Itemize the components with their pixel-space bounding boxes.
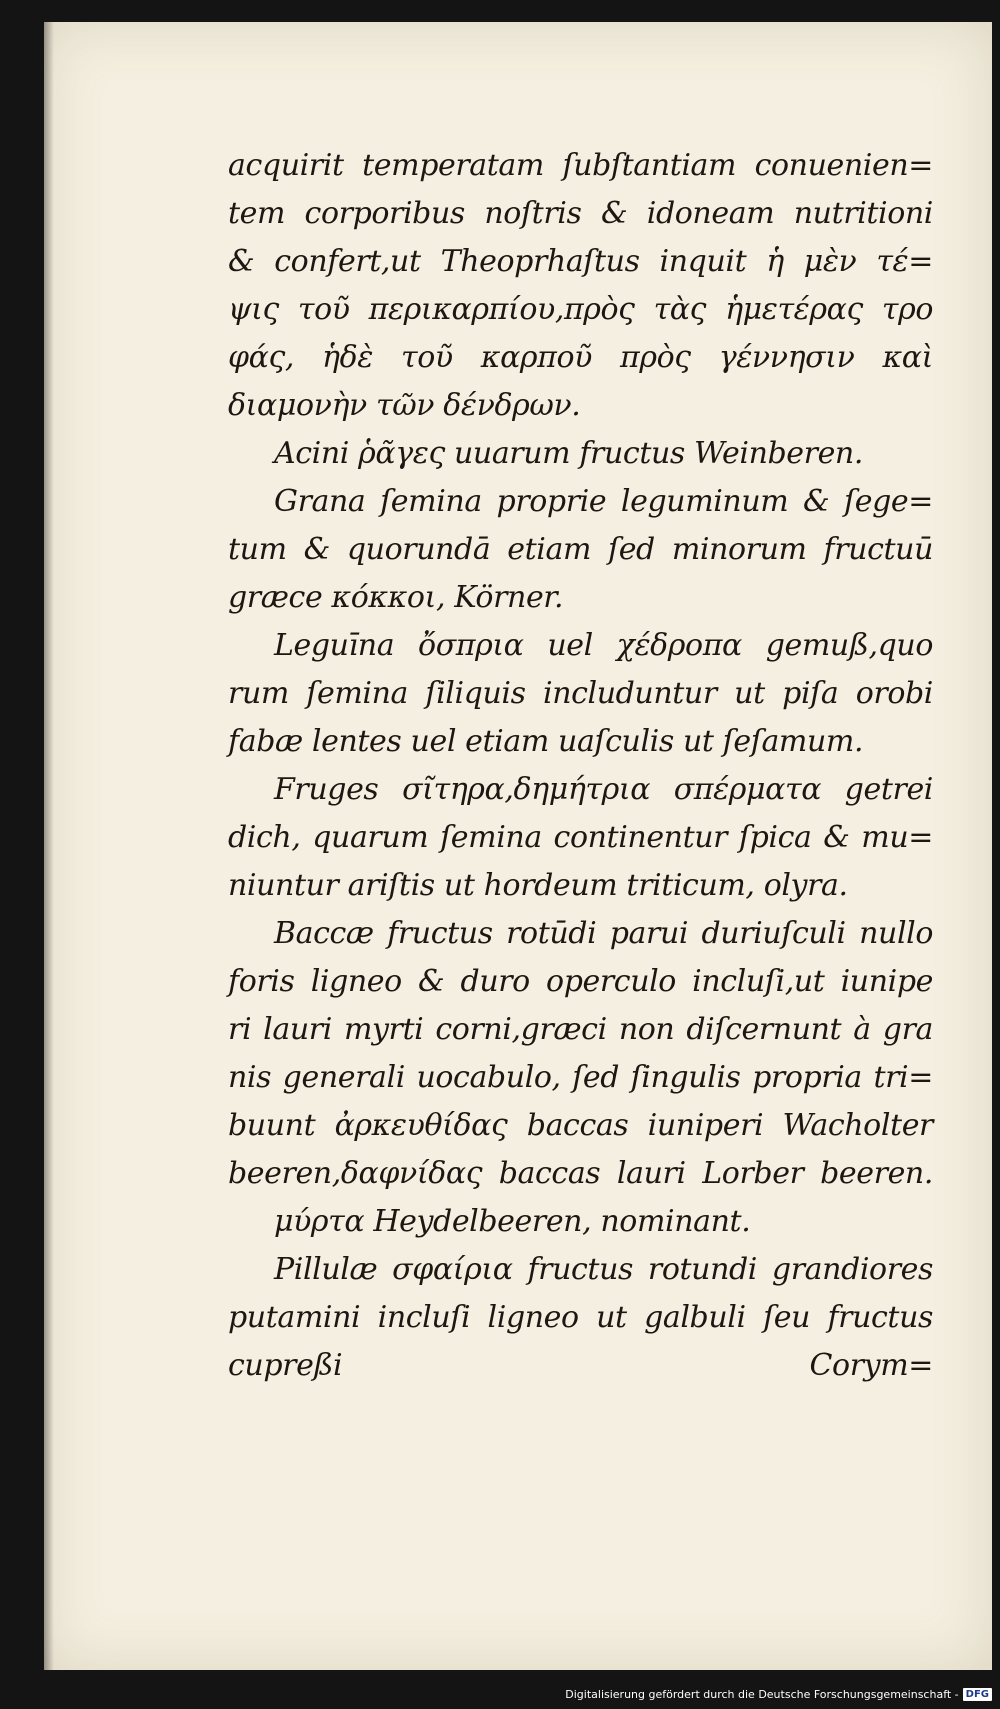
text-line: tum & quorundā etiam ſed minorum fructuū [228,532,933,567]
catchword: Corym= [809,1348,933,1383]
text-line: & confert,ut Theoprhaſtus inquit ἡ μὲν τέ= [228,244,933,279]
text-line: Leguīna ὄσπρια uel χέδροπα gemuß,quo [274,628,933,663]
text-line: cupreßi [228,1348,343,1383]
text-line: Grana ſemina proprie leguminum & ſege= [274,484,933,519]
footer-text: Digitalisierung gefördert durch die Deutsche Forschungsgemeinschaft - [565,1688,959,1701]
last-text-row [228,1342,933,1390]
digitization-footer [565,1688,992,1701]
text-line: foris ligneo & duro operculo incluſi,ut iunipe [228,964,933,999]
book-page [44,22,992,1670]
text-line: putamini incluſi ligneo ut galbuli ſeu fructus [228,1300,933,1335]
text-line: beeren,δαφνίδας baccas lauri Lorber beeren. [228,1156,933,1191]
text-line: Pillulæ σφαίρια fructus rotundi grandiores [274,1252,933,1287]
text-line: buunt ἀρκευθίδας baccas iuniperi Wacholter [228,1108,933,1143]
text-line: φάς, ἡδὲ τοῦ καρποῦ πρὸς γέννησιν καὶ [228,340,933,375]
text-line: niuntur ariſtis ut hordeum triticum, olyra. [228,868,848,903]
text-line: rum ſemina ſiliquis includuntur ut piſa orobi [228,676,933,711]
text-line: dich, quarum ſemina continentur ſpica & mu= [228,820,933,855]
text-line: acquirit temperatam ſubſtantiam conuenien= [228,148,933,183]
text-line: Fruges σῖτηρα,δημήτρια σπέρματα getrei [274,772,933,807]
text-line: ri lauri myrti corni,græci non diſcernunt à gra [228,1012,933,1047]
text-line: tem corporibus noſtris & idoneam nutritioni [228,196,933,231]
text-line: græce κόκκοι, Körner. [228,580,564,615]
page-text [228,142,933,1390]
text-line: μύρτα Heydelbeeren, nominant. [274,1204,751,1239]
text-line: nis generali uocabulo, ſed ſingulis propria tri= [228,1060,933,1095]
dfg-logo-icon: DFG [963,1688,992,1701]
text-line: διαμονὴν τῶν δένδρων. [228,388,581,423]
text-line: Baccæ fructus rotūdi parui duriuſculi nullo [274,916,933,951]
text-line: Acini ῥᾶγες uuarum fructus Weinberen. [274,436,863,471]
text-line: fabæ lentes uel etiam uaſculis ut ſeſamum. [228,724,864,759]
text-line: ψις τοῦ περικαρπίου,πρὸς τὰς ἡμετέρας τρο [228,292,933,327]
